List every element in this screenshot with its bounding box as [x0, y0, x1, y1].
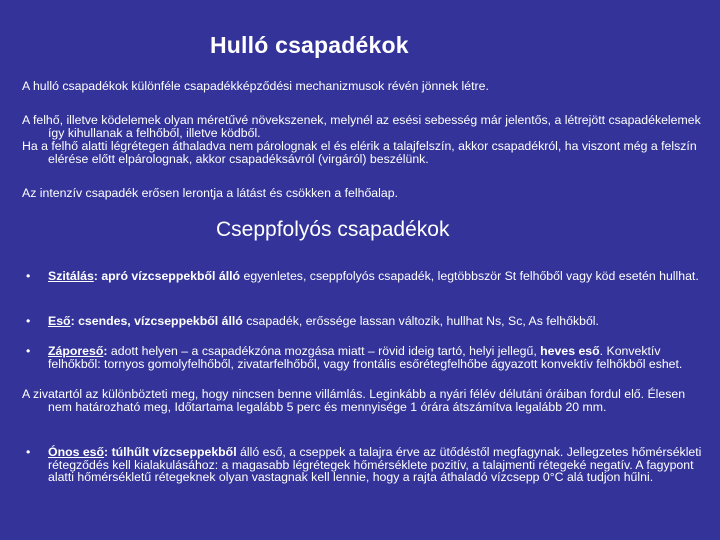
bullet-dot: • [26, 269, 31, 283]
bullet-freezing-rain-text [48, 446, 702, 484]
term-colon: : [93, 269, 98, 283]
shower-rest-1: adott helyen – a csapadékzóna mozgása miatt – rövid ideig tartó, helyi jellegű, [107, 344, 541, 358]
bullet-shower-text [48, 345, 702, 370]
term-colon: : [103, 344, 108, 358]
bullet-dot: • [26, 445, 31, 459]
bullet-dot: • [26, 314, 31, 328]
rain-rest: csapadék, erőssége lassan változik, hullhat Ns, Sc, As felhőkből. [242, 314, 599, 328]
term-rain: Eső [48, 314, 71, 328]
freezing-rain-rest: álló eső, a cseppek a talajra érve az ütődéstől megfagynak. Jellegzetes hőmérsékleti rétegződés kell kialakulásához: a magasabb légrétegek hőmérséklete pozitív, a talajmenti rétegeké negatív. A fagypont alatti hőmérsékletű rétegeknek olyan vastagnak kell lennie, hogy a rajta áthaladó vízcsepp 0°C alá tudjon hűlni. [48, 445, 702, 484]
freezing-rain-bold: túlhűlt vízcseppekből [108, 445, 237, 459]
intro-paragraph-4 [22, 187, 702, 200]
term-colon: : [70, 314, 75, 328]
shower-extra-paragraph [22, 388, 702, 413]
drizzle-rest: egyenletes, cseppfolyós csapadék, legtöbbször St felhőből vagy köd esetén hullhat. [240, 269, 699, 283]
bullet-drizzle [22, 270, 702, 283]
bullet-dot: • [26, 344, 31, 358]
bullet-freezing-rain [22, 446, 702, 484]
drizzle-bold: apró vízcseppekből álló [97, 269, 241, 283]
intro-text-3: Ha a felhő alatti légrétegen áthaladva nem párolognak el és elérik a talajfelszín, akkor csapadékról, ha viszont még a felszín elérése előtt elpárolognak, akkor csapadéksávról (virgáról) beszélünk. [22, 139, 697, 166]
intro-text-1: A hulló csapadékok különféle csapadékképződési mechanizmusok révén jönnek létre. [22, 79, 489, 93]
term-colon: : [104, 445, 109, 459]
bullet-rain-text [48, 315, 702, 328]
intro-text-4: Az intenzív csapadék erősen lerontja a látást és csökken a felhőalap. [22, 186, 398, 200]
shower-extra-text: A zivatartól az különbözteti meg, hogy nincsen benne villámlás. Leginkább a nyári félév délutáni óráiban fordul elő. Élesen nem határozható meg, Időtartama legalább 5 perc és mennyisége 1 órára átszámítva legalább 20 mm. [22, 387, 686, 414]
intro-paragraph-2 [22, 114, 702, 166]
bullet-rain [22, 315, 702, 328]
shower-bold: heves eső [540, 344, 600, 358]
bullet-drizzle-text [48, 270, 702, 283]
intro-paragraph-1 [22, 80, 702, 93]
term-drizzle: Szitálás [48, 269, 94, 283]
term-shower: Záporeső [48, 344, 104, 358]
shower-rest-2: . Konvektív felhőkből: tornyos gomolyfelhőből, zivatarfelhőből, vagy frontális esőrétegfelhőbe ágyazott konvektív felhőkből eshet. [48, 344, 683, 371]
bullet-shower [22, 345, 702, 370]
term-freezing-rain: Ónos eső [48, 445, 105, 459]
slide-title: Hulló csapadékok [210, 32, 409, 58]
section-subtitle: Cseppfolyós csapadékok [216, 218, 450, 241]
intro-text-2: A felhő, illetve ködelemek olyan méretűvé növekszenek, melynél az esési sebesség már jelentős, a létrejött csapadékelemek így kihullanak a felhőből, illetve ködből. [22, 113, 701, 140]
rain-bold: csendes, vízcseppekből álló [74, 314, 243, 328]
